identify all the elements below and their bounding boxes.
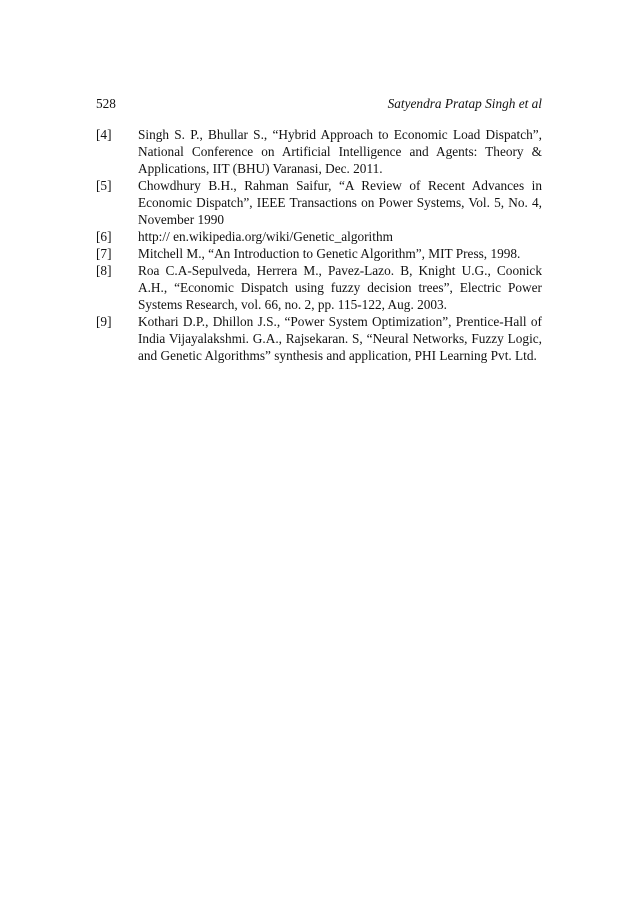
reference-label: [8] [96, 263, 112, 278]
page-header [96, 95, 542, 113]
reference-item [96, 126, 542, 177]
reference-item [96, 262, 542, 313]
reference-label: [5] [96, 178, 112, 193]
reference-item [96, 313, 542, 364]
reference-item [96, 177, 542, 228]
reference-text: Singh S. P., Bhullar S., “Hybrid Approach to Economic Load Dispatch”, National Conference on Artificial Intelligence and Agents: Theory & Applications, IIT (BHU) Varanasi, Dec. 2011. [138, 127, 542, 176]
reference-text: Kothari D.P., Dhillon J.S., “Power System Optimization”, Prentice-Hall of India Vijayalakshmi. G.A., Rajsekaran. S, “Neural Networks, Fuzzy Logic, and Genetic Algorithms” synthesis and application, PHI Learning Pvt. Ltd. [138, 314, 542, 363]
reference-text: http:// en.wikipedia.org/wiki/Genetic_algorithm [138, 229, 393, 244]
reference-label: [7] [96, 246, 112, 261]
reference-text: Roa C.A-Sepulveda, Herrera M., Pavez-Lazo. B, Knight U.G., Coonick A.H., “Economic Dispatch using fuzzy decision trees”, Electric Power Systems Research, vol. 66, no. 2, pp. 115-122, Aug. 2003. [138, 263, 542, 312]
reference-item [96, 245, 542, 262]
reference-label: [4] [96, 127, 112, 142]
reference-label: [6] [96, 229, 112, 244]
reference-list [96, 126, 542, 364]
reference-label: [9] [96, 314, 112, 329]
page-number: 528 [96, 96, 116, 111]
running-head-authors: Satyendra Pratap Singh et al [387, 96, 542, 111]
reference-item [96, 228, 542, 245]
reference-text: Chowdhury B.H., Rahman Saifur, “A Review of Recent Advances in Economic Dispatch”, IEEE Transactions on Power Systems, Vol. 5, No. 4, November 1990 [138, 178, 542, 227]
reference-text: Mitchell M., “An Introduction to Genetic Algorithm”, MIT Press, 1998. [138, 246, 521, 261]
